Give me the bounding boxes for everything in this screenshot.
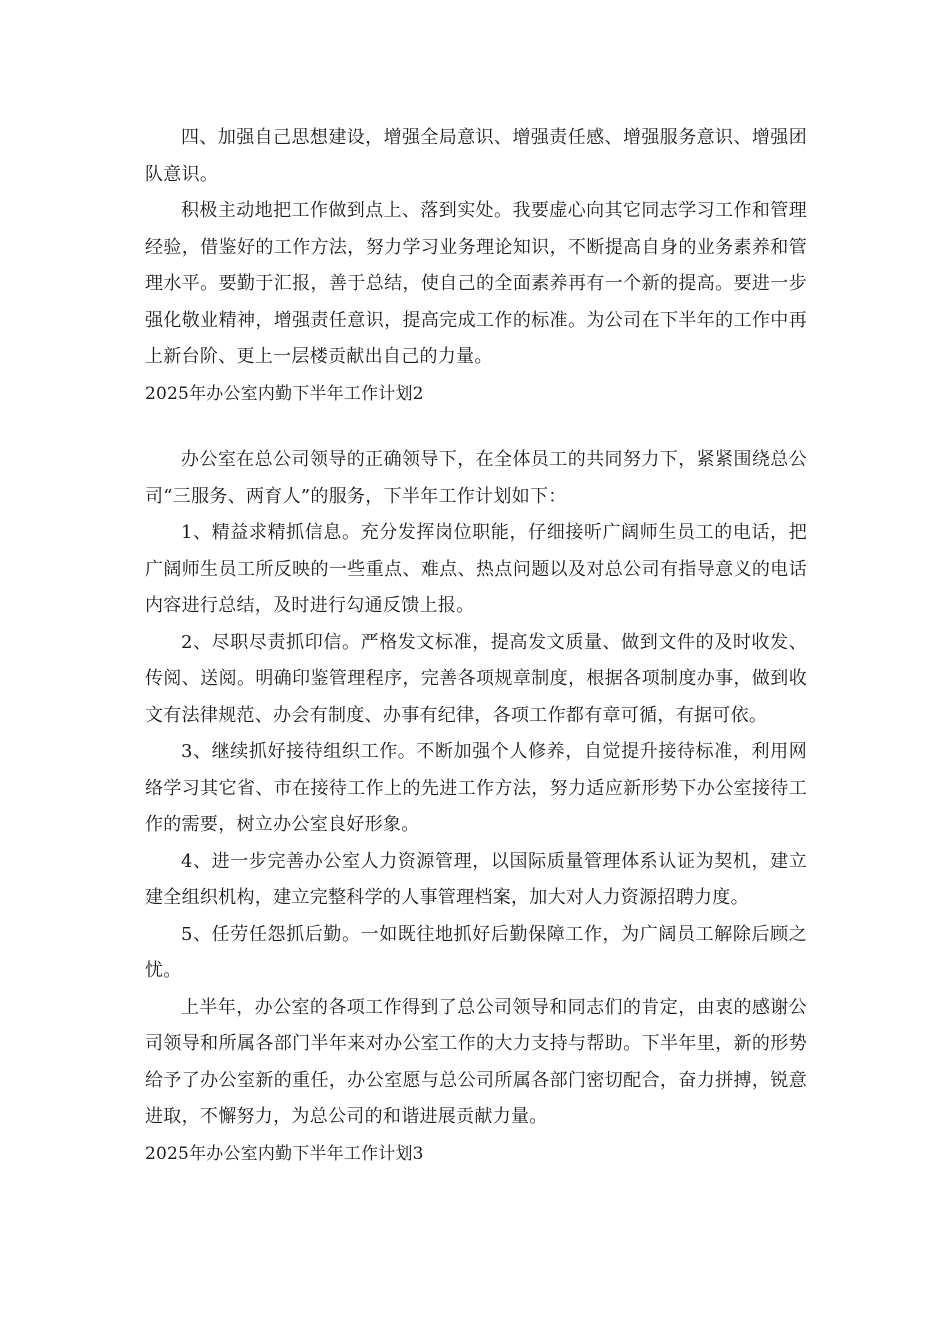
section-heading-plan-2: 2025年办公室内勤下半年工作计划2 <box>145 383 424 404</box>
paragraph-item-logistics: 5、任劳任怨抓后勤。一如既往地抓好后勤保障工作，为广阔员工解除后顾之忧。 <box>145 923 807 981</box>
paragraph-proactive-work: 积极主动地把工作做到点上、落到实处。我要虚心向其它同志学习工作和管理经验，借鉴好的工作方法，努力学习业务理论知识，不断提高自身的业务素养和管理水平。要勤于汇报，善于总结，使自己的全面素养再有一个新的提高。要进一步强化敬业精神，增强责任意识，提高完成工作的标准。为公司在下半年的工作中再上新台阶、更上一层楼贡献出自己的力量。 <box>145 200 807 367</box>
paragraph-summary: 上半年，办公室的各项工作得到了总公司领导和同志们的肯定，由衷的感谢公司领导和所属各部门半年来对办公室工作的大力支持与帮助。下半年里，新的形势给予了办公室新的重任，办公室愿与总公司所属各部门密切配合，奋力拼搏，锐意进取，不懈努力，为总公司的和谐进展贡献力量。 <box>145 996 807 1127</box>
paragraph-item-seals: 2、尽职尽责抓印信。严格发文标准，提高发文质量、做到文件的及时收发、传阅、送阅。明确印鉴管理程序，完善各项规章制度，根据各项制度办事，做到收文有法律规范、办会有制度、办事有纪律，各项工作都有章可循，有据可依。 <box>145 631 807 726</box>
paragraph-strengthen-awareness: 四、加强自己思想建设，增强全局意识、增强责任感、增强服务意识、增强团队意识。 <box>145 127 807 185</box>
paragraph-item-information: 1、精益求精抓信息。充分发挥岗位职能，仔细接听广阔师生员工的电话，把广阔师生员工所反映的一些重点、难点、热点问题以及对总公司有指导意义的电话内容进行总结，及时进行勾通反馈上报。 <box>145 522 807 616</box>
paragraph-item-reception: 3、继续抓好接待组织工作。不断加强个人修养，自觉提升接待标准，利用网络学习其它省、市在接待工作上的先进工作方法，努力适应新形势下办公室接待工作的需要，树立办公室良好形象。 <box>145 741 807 835</box>
paragraph-item-human-resources: 4、进一步完善办公室人力资源管理，以国际质量管理体系认证为契机，建立建全组织机构，建立完整科学的人事管理档案，加大对人力资源招聘力度。 <box>145 850 807 908</box>
section-spacer <box>145 412 807 442</box>
paragraph-intro: 办公室在总公司领导的正确领导下，在全体员工的共同努力下，紧紧围绕总公司“三服务、两育人”的服务，下半年工作计划如下： <box>145 449 807 507</box>
section-heading-plan-3: 2025年办公室内勤下半年工作计划3 <box>145 1143 424 1164</box>
document-body <box>145 120 807 1172</box>
